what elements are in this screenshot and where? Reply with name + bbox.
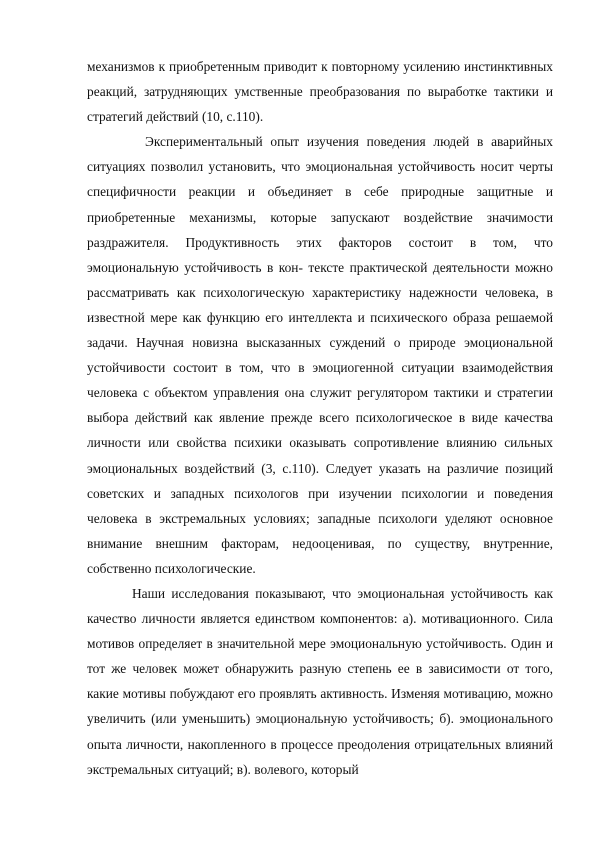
body-text [87, 54, 553, 782]
paragraph-continuation: механизмов к приобретенным приводит к повторному усилению инстинктивных реакций, затрудняющих умственные преобразования по выработке тактики и стратегий действий (10, с.110). [87, 59, 553, 125]
paragraph-our-research: Наши исследования показывают, что эмоциональная устойчивость как качество личности является единством компонентов: а). мотивационного. Сила мотивов определяет в значительной мере эмоциональную устойчивость. Один и тот же человек может обнаружить разную степень ее в зависимости от того, какие мотивы побуждают его проявлять активность. Изменяя мотивацию, можно увеличить (или уменьшить) эмоциональную устойчивость; б). эмоционального опыта личности, накопленного в процессе преодоления отрицательных влияний экстремальных ситуаций; в). волевого, который [87, 585, 553, 777]
paragraph-experimental-experience: Экспериментальный опыт изучения поведения людей в аварийных ситуациях позволил установить, что эмоциональная устойчивость носит черты специфичности реакции и объединяет в себе природные защитные и приобретенные механизмы, которые запускают воздействие значимости раздражителя. Продуктивность этих факторов состоит в том, что эмоциональную устойчивость в кон- тексте практической деятельности можно рассматривать как психологическую характеристику надежности человека, в известной мере как функцию его интеллекта и психического образа решаемой задачи. Научная новизна высказанных суждений о природе эмоциональной устойчивости состоит в том, что в эмоциогенной ситуации взаимодействия человека с объектом управления она служит регулятором тактики и стратегии выбора действий как явление прежде всего психологическое в виде качества личности или свойства психики оказывать сопротивление влиянию сильных эмоциональных воздействий (3, с.110). Следует указать на различие позиций советских и западных психологов при изучении психологии и поведения человека в экстремальных условиях; западные психологи уделяют основное внимание внешним факторам, недооценивая, по существу, внутренние, собственно психологические. [87, 134, 553, 576]
